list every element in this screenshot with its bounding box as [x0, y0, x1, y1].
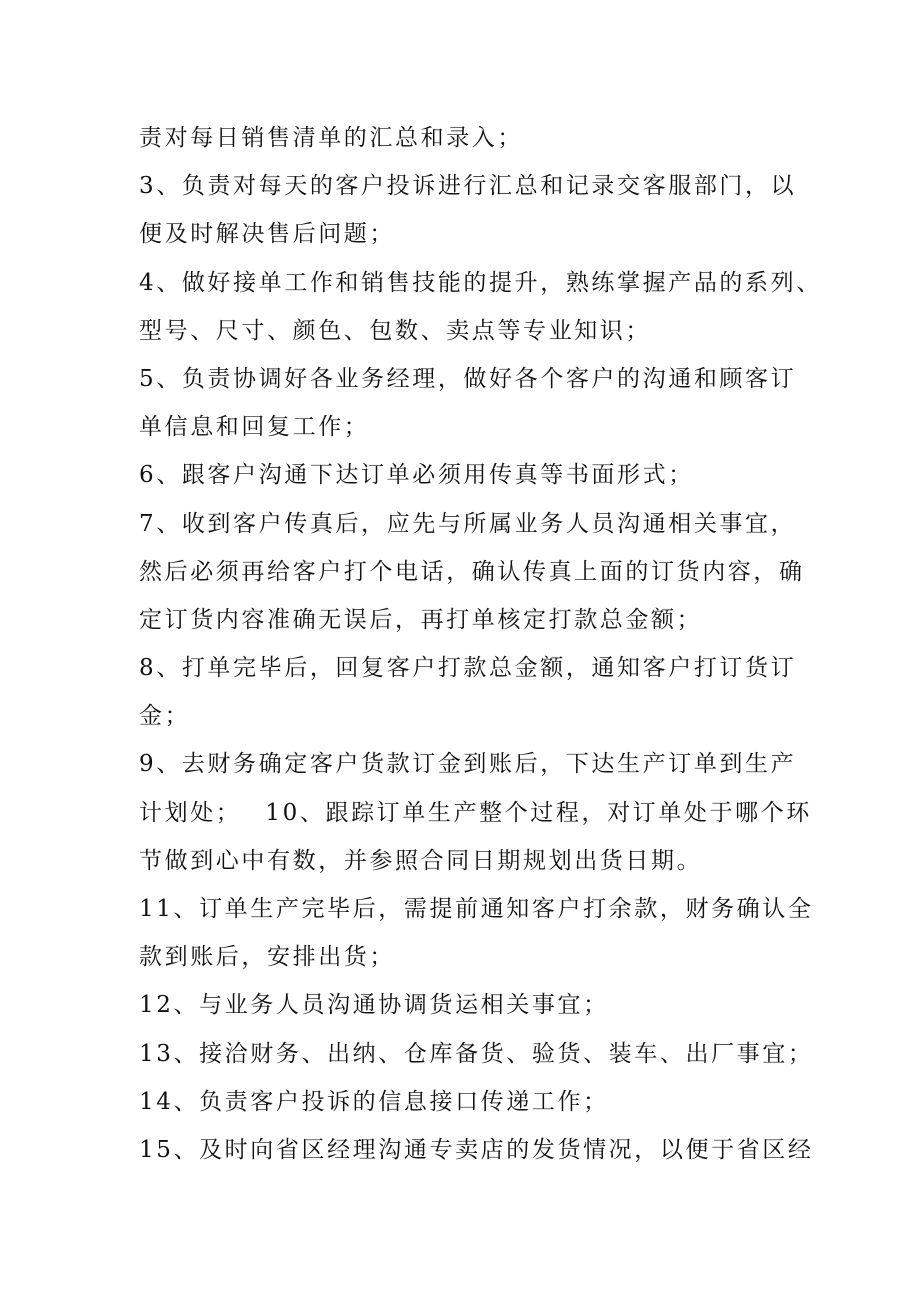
- text-line: 定订货内容准确无误后，再打单核定打款总金额；: [139, 606, 703, 633]
- text-line: 3、负责对每天的客户投诉进行汇总和记录交客服部门，以: [139, 173, 797, 200]
- text-line: 然后必须再给客户打个电话，确认传真上面的订货内容，确: [139, 558, 805, 585]
- document-body: [139, 114, 822, 1174]
- text-line: 7、收到客户传真后，应先与所属业务人员沟通相关事宜，: [139, 510, 797, 537]
- text-line: 9、去财务确定客户货款订金到账后，下达生产订单到生产: [139, 751, 797, 778]
- text-line: 14、负责客户投诉的信息接口传递工作；: [139, 1088, 609, 1115]
- text-line: 6、跟客户沟通下达订单必须用传真等书面形式；: [139, 462, 694, 489]
- text-line: 节做到心中有数，并参照合同日期规划出货日期。: [139, 847, 703, 874]
- text-line: 15、及时向省区经理沟通专卖店的发货情况，以便于省区经: [139, 1136, 814, 1163]
- text-line: 责对每日销售清单的汇总和录入；: [139, 125, 523, 151]
- text-line: 11、订单生产完毕后，需提前通知客户打余款，财务确认全: [139, 896, 814, 922]
- text-line: 计划处； 10、跟踪订单生产整个过程，对订单处于哪个环: [139, 799, 812, 826]
- text-line: 款到账后，安排出货；: [139, 944, 395, 971]
- text-line: 8、打单完毕后，回复客户打款总金额，通知客户打订货订: [139, 655, 797, 682]
- text-line: 13、接洽财务、出纳、仓库备货、验货、装车、出厂事宜；: [139, 1040, 814, 1067]
- text-line: 12、与业务人员沟通协调货运相关事宜；: [139, 992, 609, 1019]
- text-line: 4、做好接单工作和销售技能的提升，熟练掌握产品的系列、: [139, 269, 822, 296]
- text-line: 5、负责协调好各业务经理，做好各个客户的沟通和顾客订: [139, 365, 797, 392]
- text-line: 型号、尺寸、颜色、包数、卖点等专业知识；: [139, 317, 651, 344]
- text-line: 金；: [139, 703, 191, 730]
- text-line: 单信息和回复工作；: [139, 414, 370, 441]
- text-line: 便及时解决售后问题；: [139, 221, 395, 248]
